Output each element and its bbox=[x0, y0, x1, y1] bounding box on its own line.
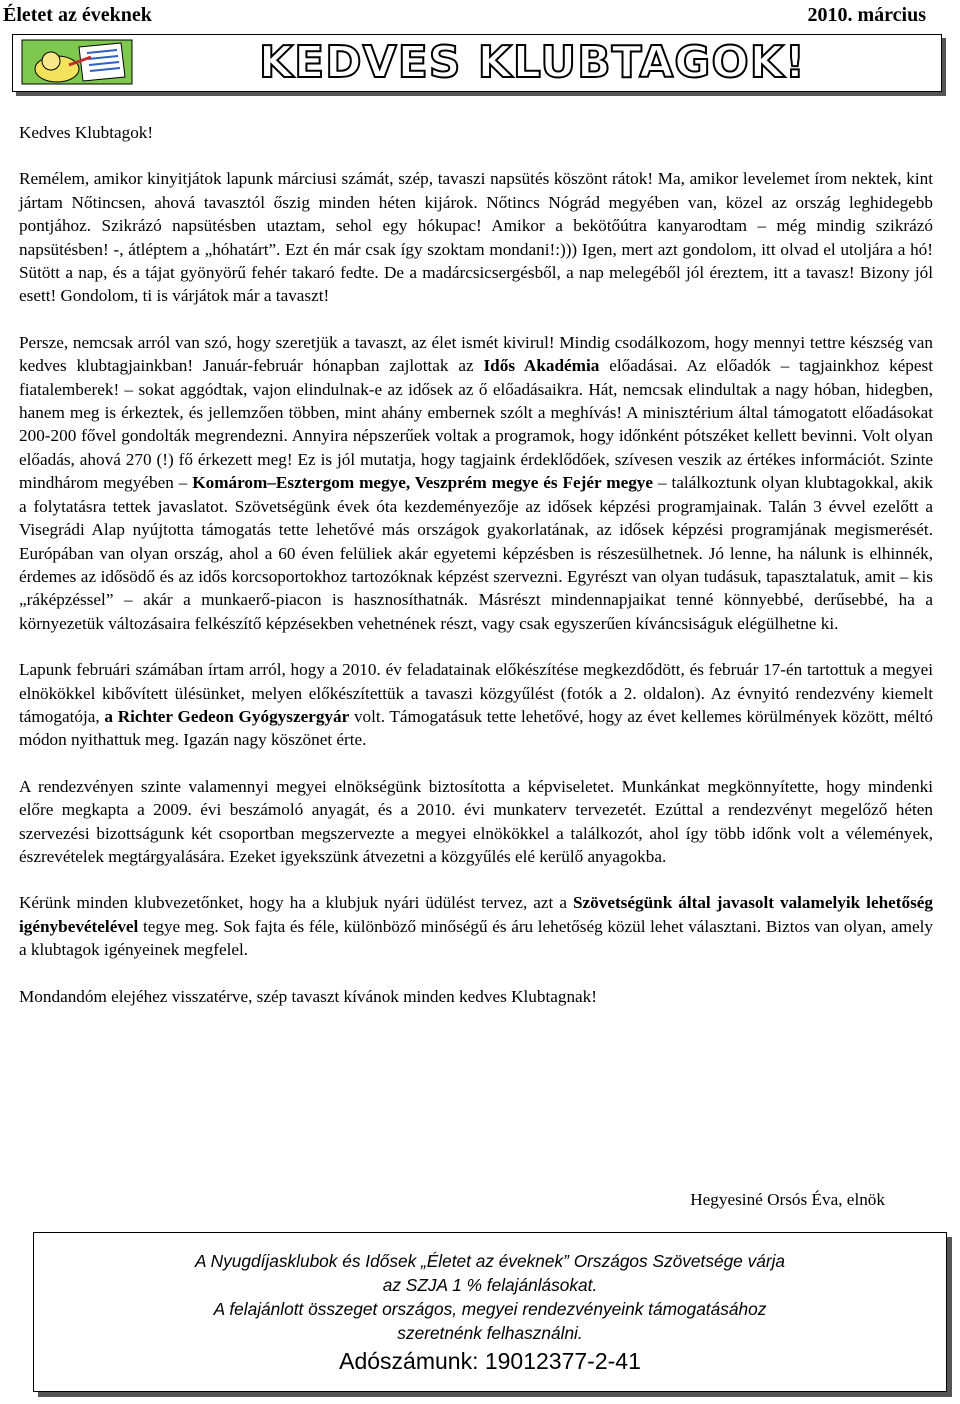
notice-line-4: szeretnénk felhasználni. bbox=[397, 1323, 583, 1343]
banner-title: KEDVES KLUBTAGOK! bbox=[259, 37, 806, 88]
paragraph-3: Lapunk februári számában írtam arról, hogy a 2010. év feladatainak előkészítése megkezdődött, és február 17-én tartottuk a megyei elnökökkel kibővített ülésünket, melyen előkészítettük a tavaszi közgyűlést (fotók a 2. oldalon). Az évnyitó rendezvény kiemelt támogatója, a Richter Gedeon Gyógyszergyár volt. Támogatásuk tette lehetővé, hogy az évet kellemes körülmények között, méltó módon nyithattuk meg. Igazán nagy köszönet érte. bbox=[19, 660, 933, 750]
greeting: Kedves Klubtagok! bbox=[19, 123, 154, 142]
paragraph-2: Persze, nemcsak arról van szó, hogy szeretjük a tavaszt, az élet ismét kivirul! Mindig csodálkozom, hogy mennyi tettre készség van kedves klubtagjainkban! Január-február hónapban zajlottak az Idős Akadémia előadásai. Az előadók – tagjainkhoz képest fiatalemberek! – sokat aggódtak, vajon elindulnak-e az idősek az ő előadásaikra. Hát, nemcsak elindultak a nagy hóban, hidegben, hanem meg is érkeztek, és jellemzően többen, mint ahány embernek szólt a meghívás! A minisztérium által támogatott előadásokat 200-200 fővel gondolták megrendezni. Annyira népszerűek voltak a programok, hogy időnként pótszéket kellett bevinni. Volt olyan előadás, ahová 270 (!) fő érkezett meg! Ez is jól mutatja, hogy tagjaink érdeklődőek, szívesen veszik az értékes információt. Szinte mindhárom megyében – Komárom–Esztergom megye, Veszprém megye és Fejér megye – találkoztunk olyan klubtagokkal, akik a folytatásra tettek javaslatot. Szövetségünk évek óta kezdeményezője az idősek képzési programjainak. Talán 3 évvel ezelőtt a Visegrádi Alap nyújtotta támogatás tette lehetővé más országok gyakorlatának, az idősek képzési programjának megismerését. Európában van olyan ország, ahol a 60 éven felüliek akár egyetemi képzésben is részesülhetnek. Jó lenne, ha nálunk is elhinnék, érdemes az idősödő és az idős korcsoportokhoz tartozóknak képzést szervezni. Egyrészt van olyan tudásuk, tapasztalatuk, amit – kis „ráképzéssel” – akár a munkaerő-piacon is hasznosíthatnák. Másrészt mindennapjaikat tenné könnyebbé, derűsebbé, ha a környezetük változásaira felkészítő képzésekben vehetnének részt, vagy csak egyszerűen kíváncsiságuk elégülhetne ki. bbox=[19, 332, 933, 633]
issue-date: 2010. március bbox=[807, 4, 926, 26]
paragraph-6: Mondandóm elejéhez visszatérve, szép tavaszt kívánok minden kedves Klubtagnak! bbox=[19, 986, 597, 1006]
signature: Hegyesiné Orsós Éva, elnök bbox=[690, 1190, 885, 1209]
notice-line-2: az SZJA 1 % felajánlásokat. bbox=[382, 1275, 598, 1295]
notice-line-1: A Nyugdíjasklubok és Idősek „Életet az éveknek” Országos Szövetsége várja bbox=[194, 1251, 786, 1271]
publication-title: Életet az éveknek bbox=[3, 4, 152, 26]
newsletter-logo-icon bbox=[21, 39, 133, 85]
donation-notice-box bbox=[33, 1232, 947, 1392]
notice-line-3: A felajánlott összeget országos, megyei rendezvényeink támogatásához bbox=[213, 1299, 767, 1319]
title-banner bbox=[12, 34, 942, 92]
paragraph-4: A rendezvényen szinte valamennyi megyei elnökségünk biztosította a képviseletet. Munkánkat megkönnyítette, hogy mindenki előre megkapta a 2009. évi beszámoló anyagát, és a 2010. évi munkaterv tervezetét. Ezúttal a rendezvényt megelőző héten szervezési bizottságunk két csoportban megszervezte a megyei elnökökkel a találkozót, ahol így több időnk volt a vélemények, észrevételek megtárgyalására. Ezeket igyekszünk átvezetni a közgyűlés elé kerülő anyagokba. bbox=[19, 776, 933, 866]
paragraph-1: Remélem, amikor kinyitjátok lapunk márciusi számát, szép, tavaszi napsütés köszönt rátok! Ma, amikor levelemet írom nektek, kint jártam Nőtincsen, ahová tavasztól őszig minden héten kijárok. Nőtincs Nógrád megyében van, közel az ország leghidegebb pontjához. Szikrázó napsütésben utaztam, sehol egy hókupac! Amikor a bekötőútra kanyarodtam – még mindig szikrázó napsütésben! -, átléptem a „hóhatárt”. Ezt én már csak így szoktam mondani!:))) Igen, mert azt gondolom, itt olvad el utoljára a hó! Sütött a nap, és a tájat gyönyörű fehér takaró fedte. De a madárcsicsergésből, a nap melegéből jól éreztem, itt a tavasz! Bizony jól esett! Gondolom, ti is várjátok már a tavaszt! bbox=[19, 169, 933, 306]
letter-body bbox=[19, 121, 933, 1008]
tax-number: Adószámunk: 19012377-2-41 bbox=[339, 1348, 641, 1374]
paragraph-5: Kérünk minden klubvezetőnket, hogy ha a klubjuk nyári üdülést tervez, azt a Szövetségünk által javasolt valamelyik lehetőség igénybevételével tegye meg. Sok fajta és féle, különböző minőségű és áru lehetőség közül lehet választani. Biztos van olyan, amely a klubtagok igényeinek megfelel. bbox=[19, 893, 933, 960]
